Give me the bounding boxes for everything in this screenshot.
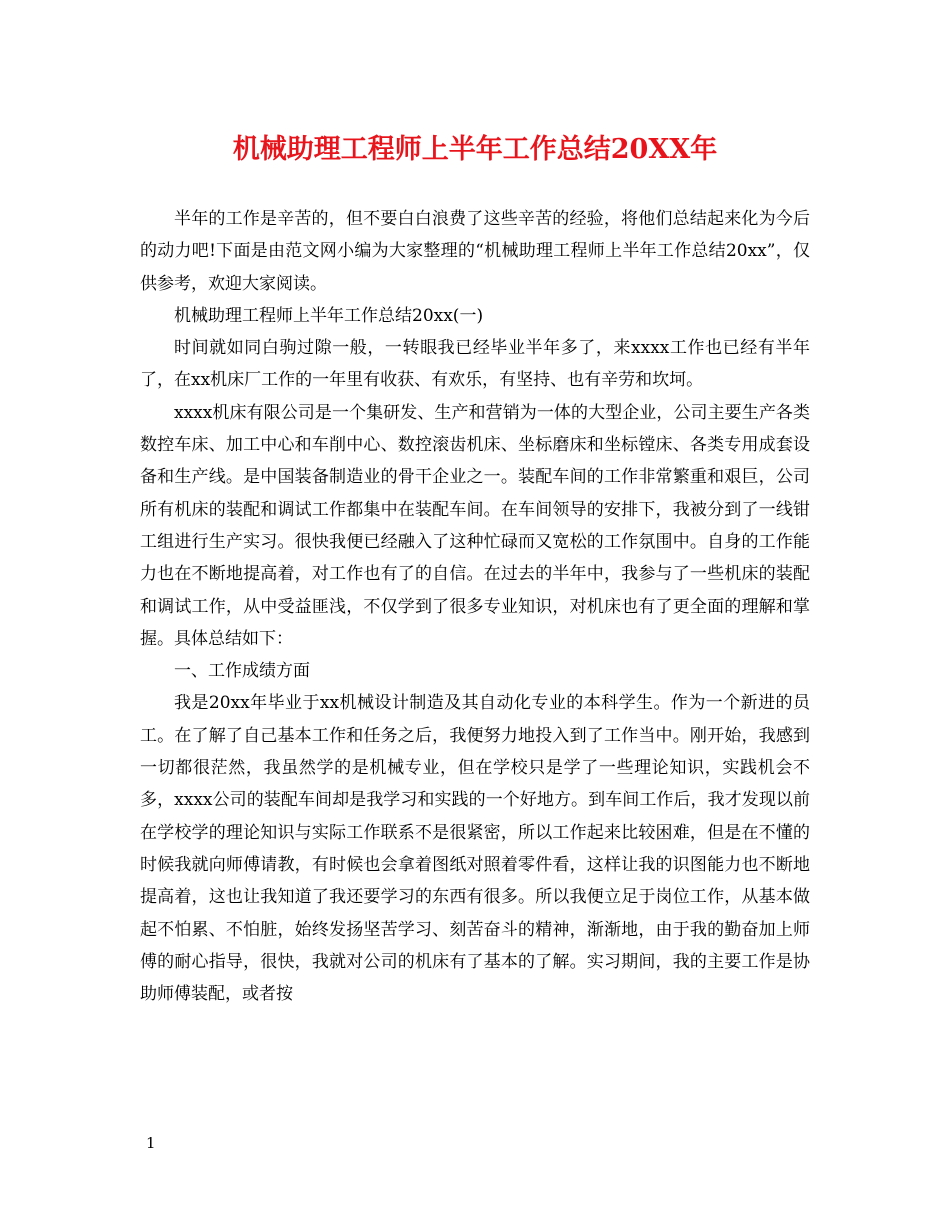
document-body bbox=[140, 203, 810, 1010]
document-title: 机械助理工程师上半年工作总结20XX年 bbox=[232, 134, 718, 165]
body-paragraph: 我是20xx年毕业于xx机械设计制造及其自动化专业的本科学生。作为一个新进的员工。在了解了自己基本工作和任务之后，我便努力地投入到了工作当中。刚开始，我感到一切都很茫然，我虽然学的是机械专业，但在学校只是学了一些理论知识，实践机会不多，xxxx公司的装配车间却是我学习和实践的一个好地方。到车间工作后，我才发现以前在学校学的理论知识与实际工作联系不是很紧密，所以工作起来比较困难，但是在不懂的时候我就向师傅请教，有时候也会拿着图纸对照着零件看，这样让我的识图能力也不断地提高着，这也让我知道了我还要学习的东西有很多。所以我便立足于岗位工作，从基本做起不怕累、不怕脏，始终发扬坚苦学习、刻苦奋斗的精神，渐渐地，由于我的勤奋加上师傅的耐心指导，很快，我就对公司的机床有了基本的了解。实习期间，我的主要工作是协助师傅装配，或者按 bbox=[140, 693, 810, 1005]
intro-paragraph: 半年的工作是辛苦的，但不要白白浪费了这些辛苦的经验，将他们总结起来化为今后的动力吧!下面是由范文网小编为大家整理的“机械助理工程师上半年工作总结20xx”，仅供参考，欢迎大家阅读。 bbox=[140, 209, 810, 294]
section-heading-summary-one: 机械助理工程师上半年工作总结20xx(一) bbox=[174, 305, 484, 326]
body-paragraph: xxxx机床有限公司是一个集研发、生产和营销为一体的大型企业，公司主要生产各类数控车床、加工中心和车削中心、数控滚齿机床、坐标磨床和坐标镗床、各类专用成套设备和生产线。是中国装备制造业的骨干企业之一。装配车间的工作非常繁重和艰巨，公司所有机床的装配和调试工作都集中在装配车间。在车间领导的安排下，我被分到了一线钳工组进行生产实习。很快我便已经融入了这种忙碌而又宽松的工作氛围中。自身的工作能力也在不断地提高着，对工作也有了的自信。在过去的半年中，我参与了一些机床的装配和调试工作，从中受益匪浅，不仅学到了很多专业知识，对机床也有了更全面的理解和掌握。具体总结如下： bbox=[140, 402, 810, 649]
body-paragraph: 时间就如同白驹过隙一般，一转眼我已经毕业半年多了，来xxxx工作也已经有半年了，在xx机床厂工作的一年里有收获、有欢乐，有坚持、也有辛劳和坎坷。 bbox=[140, 338, 810, 391]
section-heading-achievements: 一、工作成绩方面 bbox=[174, 661, 310, 682]
page-number: 1 bbox=[146, 1134, 156, 1152]
